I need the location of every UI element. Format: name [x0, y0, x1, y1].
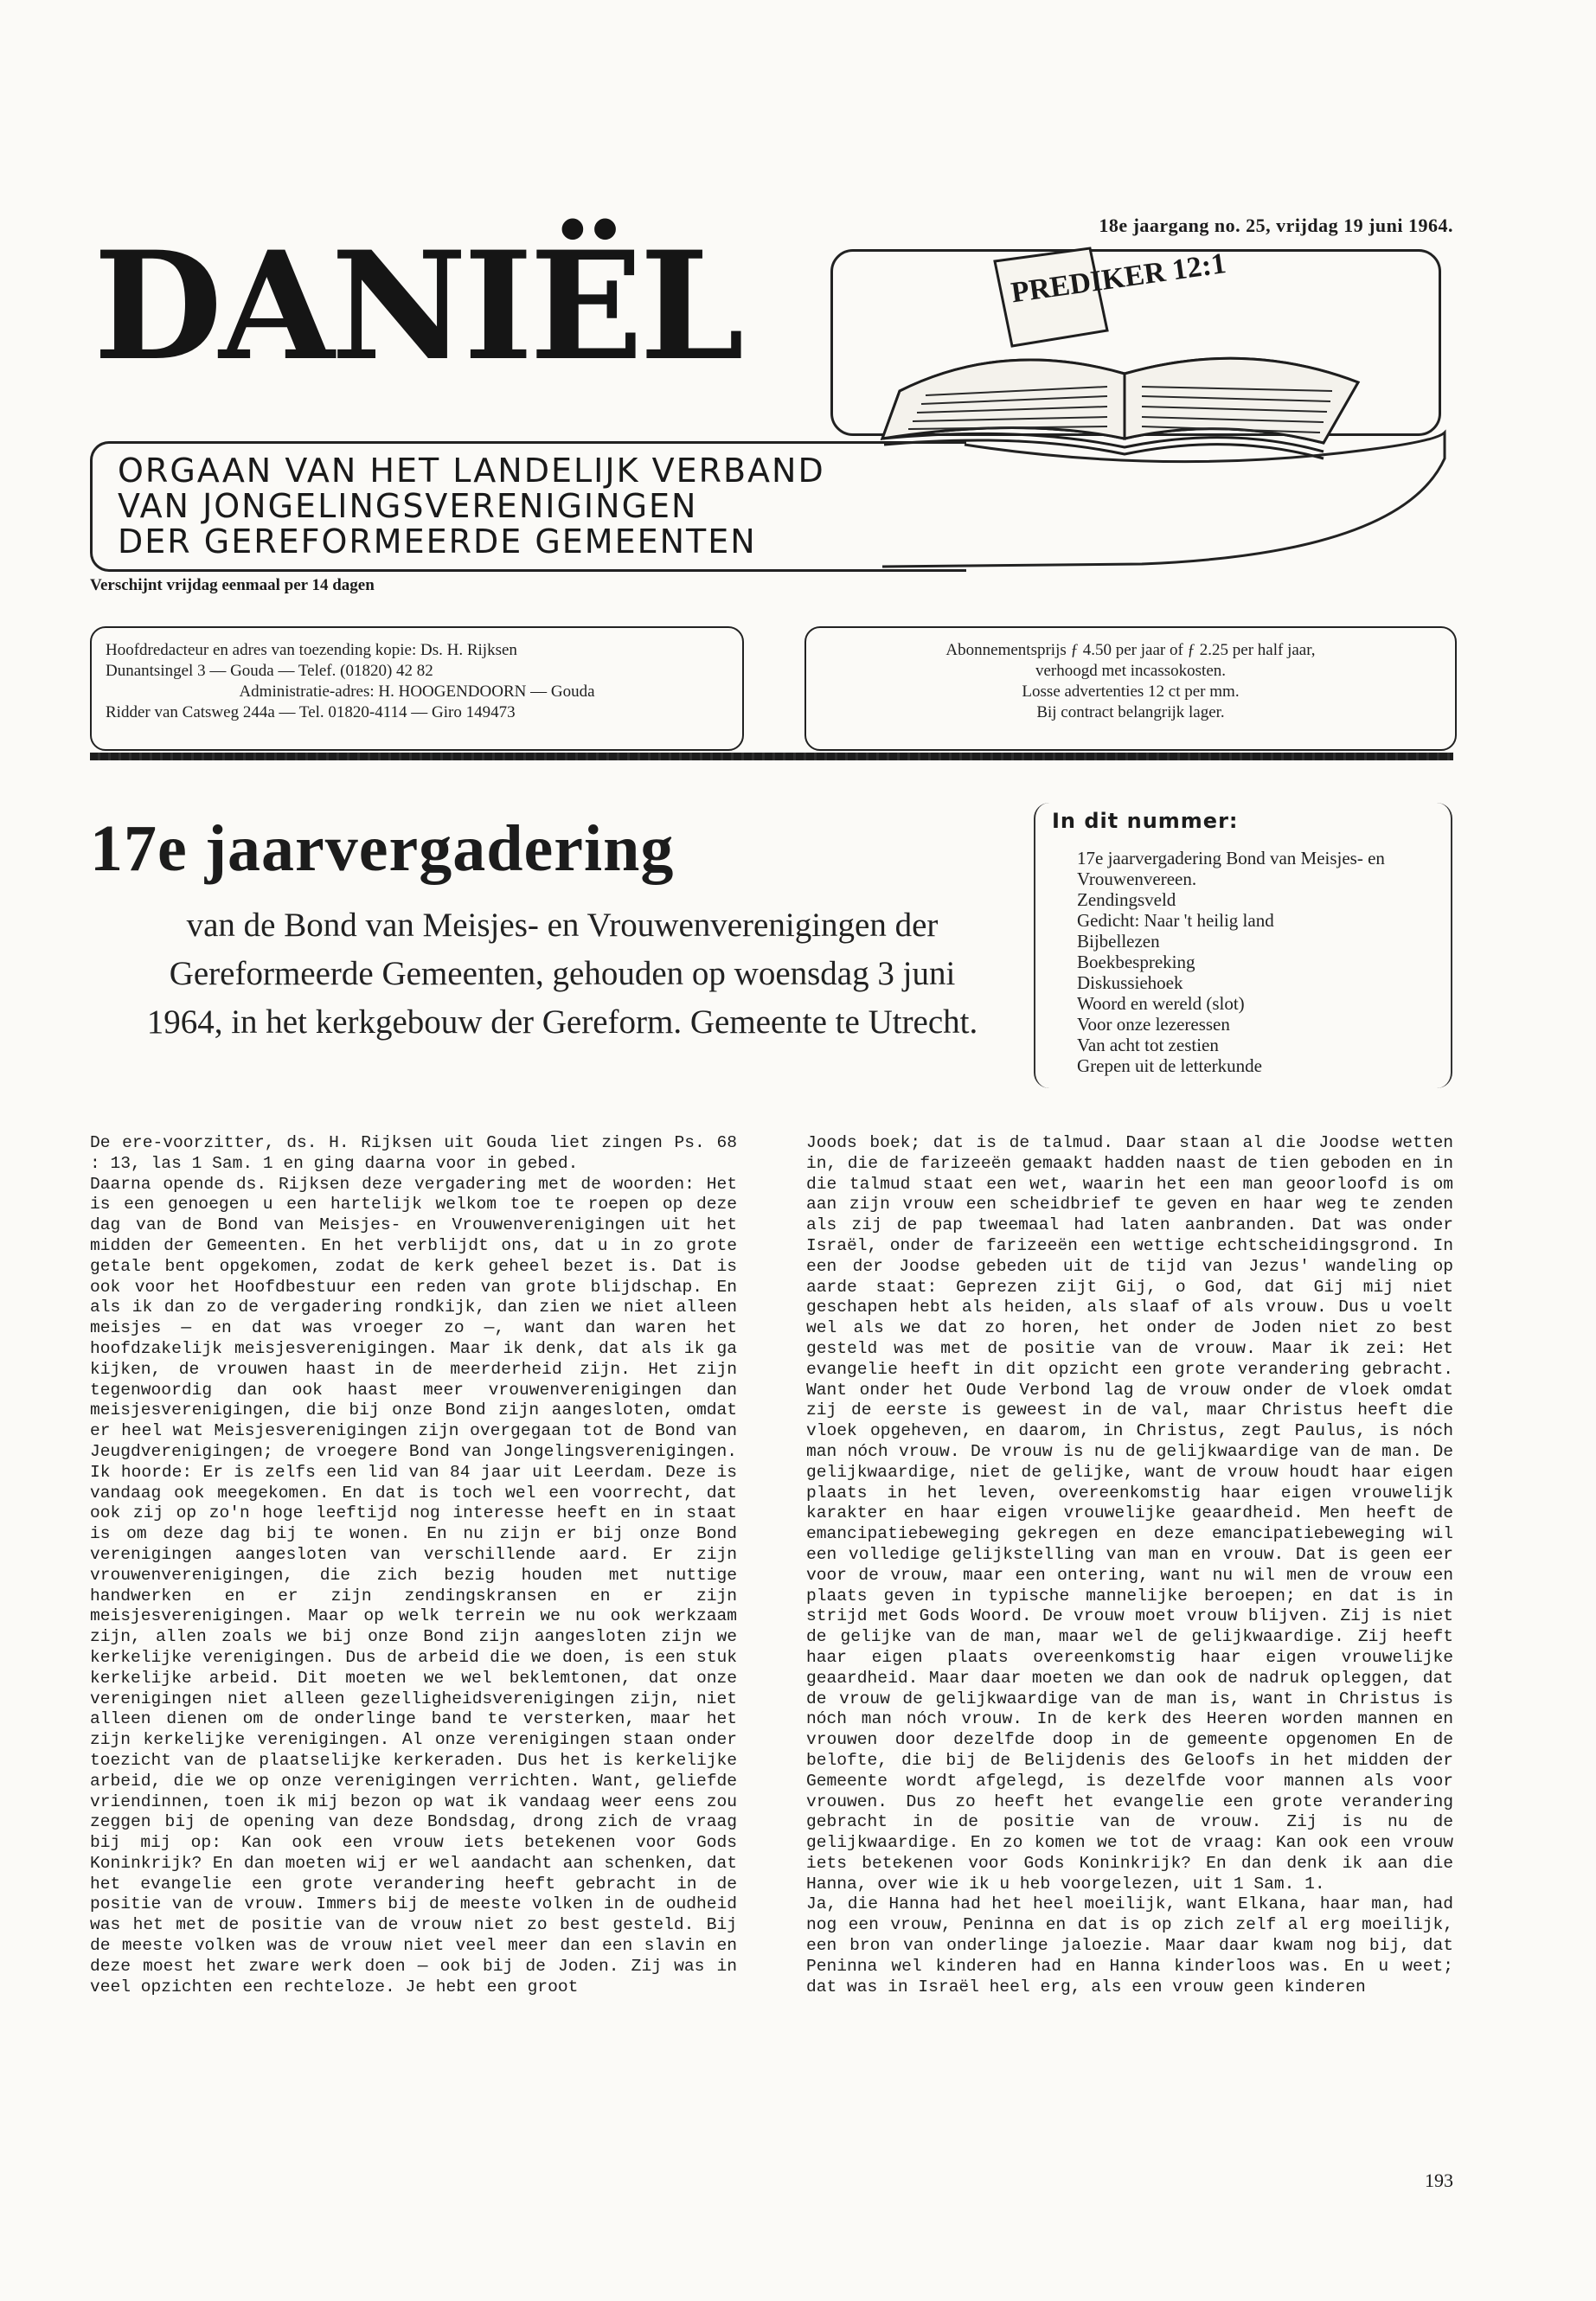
- paragraph: Daarna opende ds. Rijksen deze vergadering met de woorden: Het is een genoegen u een hartelijk welkom toe te roepen op deze dag van de Bond van Meisjes- en Vrouwenverenigingen uit het midden der Gemeenten. En het verblijdt ons, dat u in zo grote getale bent opgekomen, zodat de kerk geheel bezet is. Dat is ook voor het Hoofdbestuur een reden van grote blijdschap. En als ik dan zo de vergadering rondkijk, dan zien we niet alleen meisjes — en dat was vroeger zo —, want dan waren het hoofdzakelijk meisjesverenigingen. Maar ik denk, dat als ik ga kijken, de vrouwen haast in de meerderheid zijn. Het zijn tegenwoordig dan ook haast meer vrouwenverenigingen dan meisjesverenigingen, die bij onze Bond zijn aangesloten, omdat er heel wat Meisjesverenigingen zijn overgegaan tot de Bond van Jeugdverenigingen; de vroegere Bond van Jongelingsverenigingen. Ik hoorde: Er is zelfs een lid van 84 jaar uit Leerdam. Deze is vandaag ook meegekomen. En dat is toch wel een voorrecht, dat ook zij op zo'n hoge leeftijd nog interesse heeft en in staat is om deze dag bij te wonen. En nu zijn er bij onze Bond verenigingen aangesloten van verschillende aard. Er zijn vrouwenverenigingen, die zich bezig houden met nuttige handwerken en er zijn zendingskransen en er zijn meisjesverenigingen. Maar op welk terrein we nu ook werkzaam zijn, allen zoals we bij onze Bond zijn aangesloten zijn we kerkelijke verenigingen. Dus de arbeid die we doen, is een stuk kerkelijke arbeid. Dit moeten we wel beklemtonen, dat onze verenigingen niet alleen gezelligheidsverenigingen zijn, niet alleen dienen om de onderlinge band te versterken, maar het zijn kerkelijke verenigingen. Al onze verenigingen staan onder toezicht van de plaatselijke kerkeraden. Dus het is kerkelijke arbeid, die we op onze verenigingen verrichten. Want, geliefde vriendinnen, toen ik mij bezon op wat ik vandaag weer eens zou zeggen bij de opening van deze Bondsdag, drong zich de vraag bij mij op: Kan ook een vrouw iets betekenen voor Gods Koninkrijk? En dan moeten wij er wel aandacht aan schenken, dat het evangelie een grote verandering heeft gebracht in de positie van de vrouw. Immers bij de meeste volken in de oudheid was het met de positie van de vrouw niet zo best gesteld. Bij de meeste volken was de vrouw niet veel meer dan een slavin en deze moest het zware werk doen — ook bij de Joden. Zij was in veel opzichten een rechteloze. Je hebt een groot: [90, 1174, 737, 1997]
- contents-item: 17e jaarvergadering Bond van Meisjes- en Vrouwenvereen.: [1077, 848, 1385, 889]
- contents-item: Boekbespreking: [1077, 952, 1195, 972]
- contents-item: Voor onze lezeressen: [1077, 1014, 1230, 1035]
- subscription-info-box: [804, 626, 1457, 751]
- publication-frequency: Verschijnt vrijdag eenmaal per 14 dagen: [90, 576, 375, 594]
- article-column-right: [806, 1133, 1453, 1997]
- contents-item: Gedicht: Naar 't heilig land: [1077, 910, 1274, 931]
- masthead-title: DANIËL: [93, 218, 741, 394]
- editor-line: Hoofdredacteur en adres van toezending kopie: Ds. H. Rijksen: [106, 641, 517, 659]
- administration-address-line: Ridder van Catsweg 244a — Tel. 01820-4114 — Giro 149473: [106, 703, 516, 721]
- contents-item: Zendingsveld: [1077, 889, 1176, 910]
- contents-item: Woord en wereld (slot): [1077, 993, 1245, 1014]
- organ-line-1: ORGAAN VAN HET LANDELIJK VERBAND: [118, 452, 825, 490]
- paragraph: Ja, die Hanna had het heel moeilijk, want Elkana, haar man, had nog een vrouw, Peninna en dat is op zich zelf al erg moeilijk, een bron van onderlinge jaloezie. Maar daar kwam nog bij, dat Peninna wel kinderen had en Hanna kinderloos was. En u weet; dat was in Israël heel erg, als een vrouw geen kinderen: [806, 1894, 1453, 1997]
- article-column-left: [90, 1133, 737, 1997]
- paragraph: Joods boek; dat is de talmud. Daar staan al die Joodse wetten in, die de farizeeën gemaakt hadden naast de tien geboden en in die talmud staat een wet, waarin het een man geoorloofd is om aan zijn vrouw een scheidbrief te geven en haar weg te zenden als zij de pap tweemaal had laten aanbranden. Dat was onder Israël, onder de farizeeën een wettige echtscheidingsgrond. In een der Joodse gebeden uit de tijd van Jezus' wandeling op aarde staat: Geprezen zijt Gij, o God, dat Gij mij niet geschapen hebt als heiden, als slaaf of als vrouw. Dus u voelt wel als we dat zo horen, het onder de Joden niet zo best gesteld was met de positie van de vrouw. Maar ik zei: Het evangelie heeft in dit opzicht een grote verandering gebracht. Want onder het Oude Verbond lag de vrouw onder de vloek omdat zij de eerste is geweest in de val, maar Christus heeft die vloek opgeheven, en daarom, in Christus, zegt Paulus, is nóch man nóch vrouw. De vrouw is nu de gelijkwaardige van de man. De gelijkwaardige, niet de gelijke, want de vrouw houdt haar eigen plaats in het leven, overeenkomstig haar eigen vrouwelijk karakter en haar eigen vrouwelijke geaardheid. Men heeft de emancipatiebeweging gekregen en deze emancipatiebeweging wil een volledige gelijkstelling van man en vrouw. Dat is geen eer voor de vrouw, maar een ontering, want nu wil men de vrouw een plaats geven in typische mannelijke beroepen; en dat is in strijd met Gods Woord. De vrouw moet vrouw blijven. Zij is niet de gelijke van de man, maar wel de gelijkwaardige. Zij heeft haar eigen plaats overeenkomstig haar eigen vrouwelijke geaardheid. Maar daar moeten we dan ook de nadruk opleggen, dat de vrouw de gelijkwaardige van de man is, want in Christus is nóch man nóch vrouw. In de kerk des Heeren worden mannen en vrouwen door dezelfde doop in de gemeente opgenomen En de belofte, die bij de Belijdenis des Geloofs in het midden der Gemeente wordt afgelegd, is dezelfde voor mannen als voor vrouwen. Dus zo heeft het evangelie een grote verandering gebracht in de positie van de vrouw. Zij is nu de gelijkwaardige. En zo komen we tot de vraag: Kan ook een vrouw iets betekenen voor Gods Koninkrijk? En dan denk ik aan die Hanna, over wie ik u heb voorgelezen, uit 1 Sam. 1.: [806, 1133, 1453, 1894]
- subscription-costs-line: verhoogd met incassokosten.: [1035, 662, 1227, 680]
- illustration-caption: PREDIKER 12:1: [1009, 247, 1228, 310]
- editor-address-line: Dunantsingel 3 — Gouda — Telef. (01820) 42 82: [106, 662, 433, 680]
- administration-line: Administratie-adres: H. HOOGENDOORN — Gouda: [239, 683, 595, 701]
- contents-item: Bijbellezen: [1077, 931, 1160, 952]
- page-number: 193: [1425, 2170, 1453, 2191]
- organ-line-3: DER GEREFORMEERDE GEMEENTEN: [118, 522, 757, 561]
- contents-item: Grepen uit de letterkunde: [1077, 1055, 1262, 1076]
- editorial-info-box: [90, 626, 744, 751]
- contents-list: [1077, 848, 1440, 1076]
- header-divider: [90, 753, 1453, 760]
- organ-box-swoosh: [882, 424, 1453, 580]
- subscription-price-line: Abonnementsprijs ƒ 4.50 per jaar of ƒ 2.25 per half jaar,: [945, 641, 1316, 659]
- contents-item: Diskussiehoek: [1077, 972, 1183, 993]
- contents-title: In dit nummer:: [1052, 809, 1239, 833]
- contract-line: Bij contract belangrijk lager.: [1036, 703, 1225, 721]
- article-subtitle: van de Bond van Meisjes- en Vrouwenverenigingen der Gereformeerde Gemeenten, gehouden op woensdag 3 juni 1964, in het kerkgebouw der Gereform. Gemeente te Utrecht.: [146, 907, 978, 1041]
- advertising-price-line: Losse advertenties 12 ct per mm.: [1022, 683, 1240, 701]
- paragraph: De ere-voorzitter, ds. H. Rijksen uit Gouda liet zingen Ps. 68 : 13, las 1 Sam. 1 en ging daarna voor in gebed.: [90, 1133, 737, 1173]
- issue-line: 18e jaargang no. 25, vrijdag 19 juni 1964.: [1099, 215, 1453, 236]
- contents-item: Van acht tot zestien: [1077, 1035, 1219, 1055]
- article-headline: 17e jaarvergadering: [90, 812, 675, 885]
- organ-line-2: VAN JONGELINGSVERENIGINGEN: [118, 487, 698, 525]
